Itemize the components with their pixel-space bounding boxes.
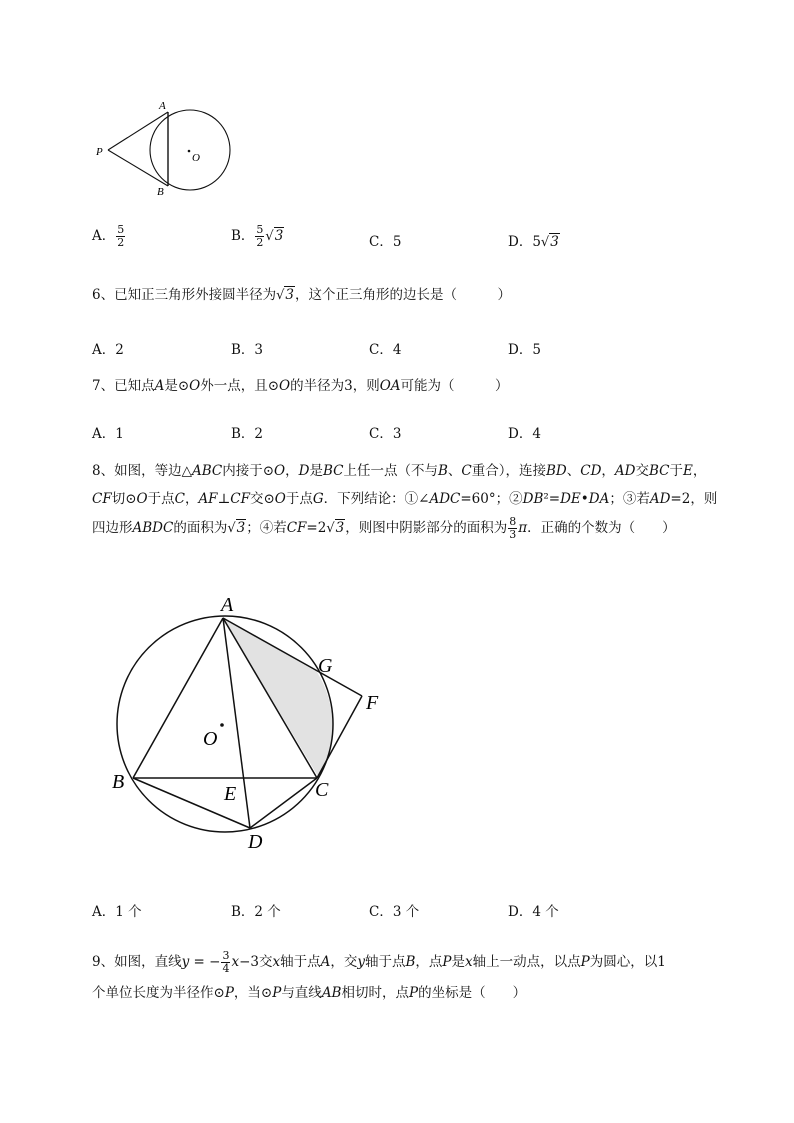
text-run: O xyxy=(274,463,286,479)
text-run: O xyxy=(136,491,148,507)
text-run: ADC xyxy=(429,491,461,507)
text-run: AB xyxy=(321,985,342,1001)
text-run: • xyxy=(580,491,589,507)
text-run: CD xyxy=(580,463,602,479)
text-run: 、 xyxy=(566,463,581,479)
text-run: DA xyxy=(588,491,610,507)
text-run: DE xyxy=(560,491,581,507)
text-run: 上任一点（不与 xyxy=(343,463,438,479)
q5-option-c: C．5 xyxy=(369,234,402,250)
q5-option-b: B． $\frac{5}{2}$ √3 xyxy=(231,223,284,249)
text-run: CF xyxy=(230,491,250,507)
tangent-pa xyxy=(108,112,168,150)
text-run: 、 xyxy=(447,463,462,479)
label-b: B xyxy=(112,771,125,793)
q7-option-b: B．2 xyxy=(231,426,264,442)
q7-option-a: A．1 xyxy=(92,426,124,442)
text-run: ．下列结论：①∠ xyxy=(323,491,430,507)
text-run: BD xyxy=(545,463,567,479)
text-run: 相切时，点 xyxy=(341,985,409,1001)
text-run: ⊥ xyxy=(217,491,231,507)
label-c: C xyxy=(315,779,329,801)
text-run: DB xyxy=(522,491,544,507)
q6-option-b: B．3 xyxy=(231,342,264,358)
q8-option-d: D．4 个 xyxy=(508,904,559,920)
text-run: 与直线 xyxy=(281,985,322,1001)
text-run: D xyxy=(298,463,310,479)
q8-option-c: C．3 个 xyxy=(369,904,420,920)
label-f: F xyxy=(366,692,379,714)
text-run: ；③若 xyxy=(609,491,650,507)
text-run: ²= xyxy=(543,491,561,507)
label-e: E xyxy=(224,783,237,805)
label-o: O xyxy=(203,728,218,750)
q8-option-b: B．2 个 xyxy=(231,904,281,920)
label-g: G xyxy=(318,655,333,677)
text-run: ， xyxy=(184,491,199,507)
text-run: =2，则 xyxy=(670,491,718,507)
text-run: E xyxy=(682,463,693,479)
text-run: BC xyxy=(648,463,670,479)
q5-option-d: D．5√3 xyxy=(508,234,559,250)
q9-stem-line1: 9、如图，直线y = − $\frac{3}{4}$ x−3交x轴于点A，交y轴于点B，点P是x轴上一动点，以点P为圆心，以1 xyxy=(92,949,666,975)
text-run: AD xyxy=(649,491,671,507)
label-d: D xyxy=(248,831,263,853)
q6-stem: 6、已知正三角形外接圆半径为√3，这个正三角形的边长是（ ） xyxy=(92,287,511,303)
text-run: AD xyxy=(614,463,636,479)
text-run: ， xyxy=(285,463,299,479)
center-dot xyxy=(220,723,224,727)
text-run: AF xyxy=(198,491,218,507)
side-ab xyxy=(133,618,223,778)
text-run: 重合），连接 xyxy=(471,463,546,479)
q5-option-a: A． $\frac{5}{2}$ xyxy=(92,223,125,249)
circle-o xyxy=(150,110,230,190)
text-run: C xyxy=(174,491,185,507)
text-run: 8、如图，等边△ xyxy=(92,463,192,479)
text-run: B xyxy=(437,463,448,479)
text-run: 交 xyxy=(635,463,649,479)
text-run: 于 xyxy=(669,463,683,479)
text-run: 是 xyxy=(309,463,323,479)
label-o: O xyxy=(192,152,200,164)
text-run: P xyxy=(224,985,234,1001)
q8-stem-line2 xyxy=(92,490,717,508)
text-run: ABC xyxy=(191,463,223,479)
label-b: B xyxy=(157,186,164,198)
text-run: 切⊙ xyxy=(111,491,137,507)
q8-option-a: A．1 个 xyxy=(92,904,142,920)
label-a: A xyxy=(159,100,166,112)
shaded-region xyxy=(223,618,333,778)
text-run: ，当⊙ xyxy=(233,985,273,1001)
q6-option-c: C．4 xyxy=(369,342,402,358)
text-run: P xyxy=(272,985,282,1001)
text-run: 于点 xyxy=(147,491,175,507)
text-run: CF xyxy=(92,491,112,507)
text-run: G xyxy=(312,491,324,507)
text-run: 内接于⊙ xyxy=(222,463,275,479)
label-a: A xyxy=(221,594,234,616)
text-run: 交⊙ xyxy=(249,491,275,507)
text-run: ， xyxy=(692,463,707,479)
q6-option-d: D．5 xyxy=(508,342,541,358)
center-dot xyxy=(188,150,191,153)
figure-tangent-circle xyxy=(88,96,248,206)
q8-stem-line1 xyxy=(92,462,706,480)
text-run: C xyxy=(461,463,472,479)
q7-option-c: C．3 xyxy=(369,426,402,442)
q7-option-d: D．4 xyxy=(508,426,541,442)
tangent-pb xyxy=(108,150,168,186)
text-run: 个单位长度为半径作⊙ xyxy=(92,985,225,1001)
q9-stem-line2 xyxy=(92,984,526,1002)
label-p: P xyxy=(96,146,103,158)
text-run: BC xyxy=(322,463,344,479)
text-run: =60°；② xyxy=(460,491,523,507)
text-run: 于点 xyxy=(285,491,313,507)
text-run: P xyxy=(408,985,419,1001)
figure-inscribed-triangle xyxy=(100,588,400,858)
q6-option-a: A．2 xyxy=(92,342,124,358)
text-run: 的坐标是（ ） xyxy=(418,985,527,1001)
text-run: O xyxy=(274,491,286,507)
text-run: ， xyxy=(601,463,615,479)
segment-cd xyxy=(250,778,317,828)
q8-stem-line3: 四边形ABDC的面积为√3；④若CF=2√3，则图中阴影部分的面积为 $\frac{8}{3}$ π．正确的个数为（ ） xyxy=(92,515,676,541)
q7-stem: 7、已知点A是⊙O外一点，且⊙O的半径为3，则OA可能为（ ） xyxy=(92,378,509,394)
